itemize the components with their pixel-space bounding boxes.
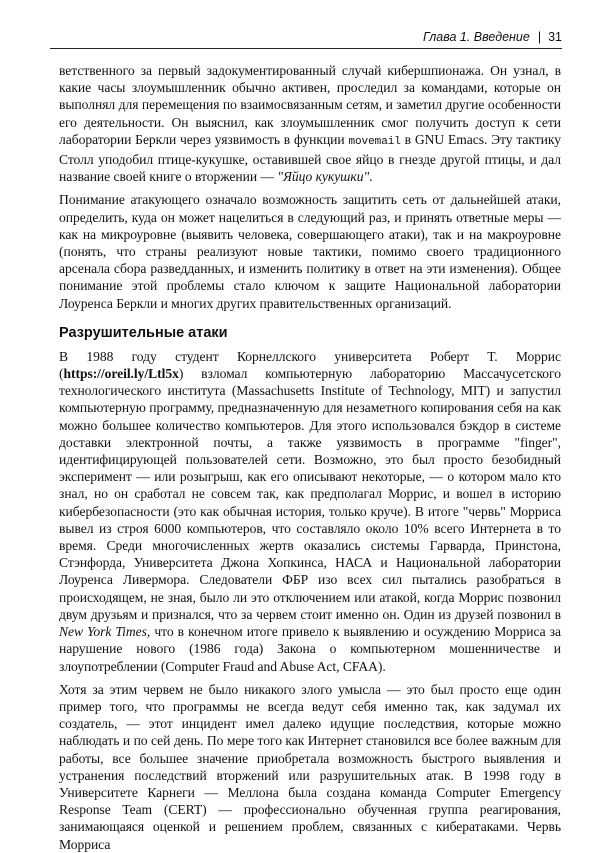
paragraph-1-text-a: ветственного за первый задокументированный случай кибершпионажа. Он узнал, в какие часы злоумышленник обычно активен, проследил за командами, которые он выполнял для перемещения по взаимосвязанным сетям, и заметил другие особенности его деятельности. Он выяснил, как злоумышленник смог получить доступ к сети лаборатории Беркли через уязвимость в функции: [59, 63, 561, 147]
code-movemail: movemail: [348, 135, 401, 148]
header-separator: |: [537, 30, 542, 44]
reference-link[interactable]: https://oreil.ly/Ltl5x: [63, 366, 179, 382]
page-body: [59, 62, 561, 853]
book-title: "Яйцо кукушки": [277, 169, 370, 185]
paragraph-2: Понимание атакующего означало возможность защитить сеть от дальнейшей атаки, определить, куда он может нацелиться в следующий раз, и принять ответные меры — как на микроуровне (выявить человека, совершающего атаки), так и на макроуровне (понять, что страны реализуют новые тактики, помимо своего традиционного арсенала сбора разведданных, и изменить политику в ответ на эти изменения). Общее понимание этой проблемы стало ключом к защите Национальной лаборатории Лоуренса Беркли и многих других правительственных организаций.: [59, 192, 561, 311]
paragraph-4: Хотя за этим червем не было никакого злого умысла — это был просто еще один пример того, что программы не всегда ведут себя именно так, как задумал их создатель, — этот инцидент имел далеко идущие последствия, которые можно наблюдать и по сей день. По мере того как Интернет становился все более важным для работы, все большее значение приобретала возможность быстрого выявления и устранения последствий вторжений или разрушительных атак. В 1998 году в Университете Карнеги — Меллона была создана команда Computer Emergency Response Team (CERT) — профессионально обученная группа реагирования, занимающаяся оценкой и решением проблем, связанных с кибератаками. Червь Морриса: [59, 681, 561, 852]
paragraph-1-text-b: в GNU Emacs. Эту тактику Столл уподобил птице-кукушке, оставившей свое яйцо в гнезде другой птицы, и дал название своей книге о вторжении —: [59, 131, 561, 185]
paragraph-3: [59, 348, 561, 675]
chapter-title: Глава 1. Введение: [422, 30, 530, 44]
paragraph-3-text-c: , что в конечном итоге привело к выявлению и осуждению Морриса за нарушение нового (1986 года) Закона о компьютерном мошенничестве и злоупотреблении (Computer Fraud and Abuse Act, CFAA).: [59, 624, 561, 674]
running-header: [50, 30, 562, 49]
paragraph-3-text-a: В 1988 году студент Корнеллского университета Роберт Т. Моррис (: [59, 348, 561, 382]
paragraph-3-text-b: ) взломал компьютерную лабораторию Массачусетского технологического института (Massachusetts Institute of Technology, MIT) и запустил компьютерную программу, предназначенную для незаметного копирования себя на как можно большее количество компьютеров. Для этого использовался бэкдор в системе доставки электронной почты, а также уязвимость в программе "finger", идентифицирующей пользователей сети. Возможно, это был просто безобидный эксперимент — или розыгрыш, как его описывают некоторые, — о котором мало кто знал, но он сработал не совсем так, как предполагал Моррис, и вошел в историю кибербезопасности (это как обычная история, только круче). В итоге "червь" Морриса вывел из строя 6000 компьютеров, что составляло около 10% всего Интернета в то время. Среди многочисленных жертв оказались системы Гарварда, Принстона, Стэнфорда, Университета Джона Хопкинса, НАСА и Национальной лаборатории Лоуренса Ливермора. Следователи ФБР изо всех сил пытались разобраться в происходящем, не зная, было ли это отключением или атакой, когда Моррис позвонил двум друзьям и признался, что за червем стоит именно он. Один из друзей позвонил в: [59, 366, 561, 622]
newspaper-title: New York Times: [59, 624, 147, 640]
page-number: 31: [548, 30, 562, 44]
paragraph-1: [59, 62, 561, 185]
section-heading: Разрушительные атаки: [59, 324, 228, 341]
paragraph-1-text-c: .: [369, 169, 373, 185]
